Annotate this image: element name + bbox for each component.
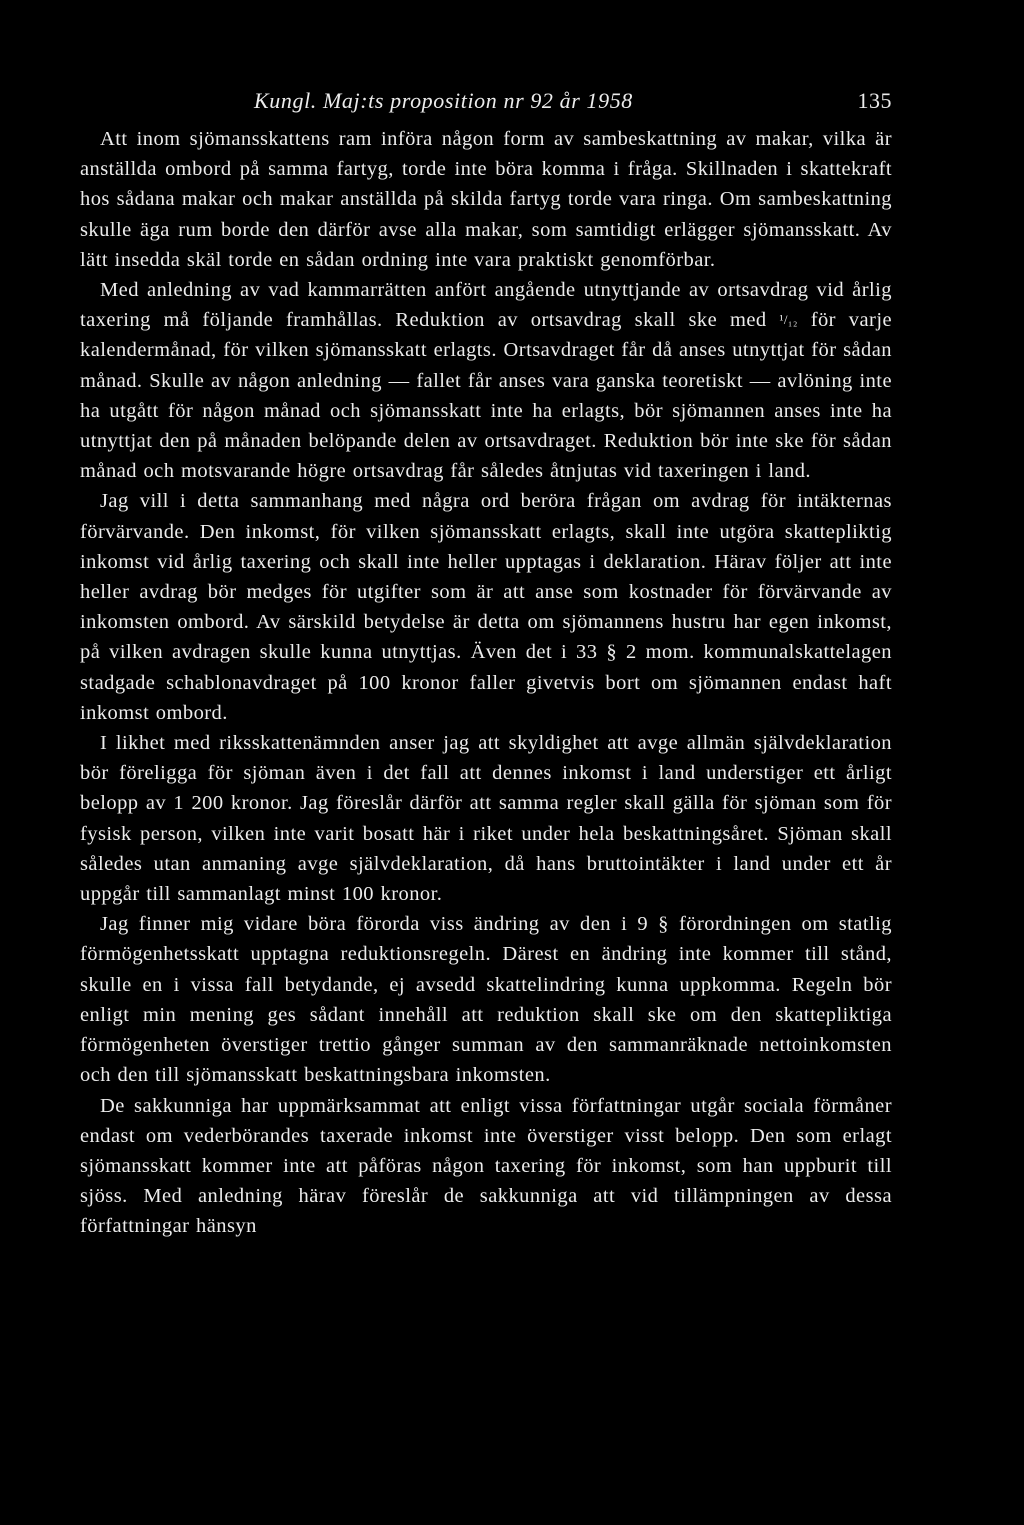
page-number: 135 xyxy=(857,88,892,113)
paragraph-4: I likhet med riksskattenämnden anser jag att skyldighet att avge allmän självdeklaration bör föreligga för sjöman även i det fall att dennes inkomst i land understiger ett årligt belopp av 1 200 kronor. Jag föreslår därför att samma regler skall gälla för sjöman som för fysisk person, vilken inte varit bosatt här i riket under hela beskattningsåret. Sjöman skall således utan anmaning avge självdeklaration, då hans bruttointäkter i land under ett år uppgår till sammanlagt minst 100 kronor. xyxy=(80,732,892,906)
paragraph-2 xyxy=(80,275,892,486)
body-text xyxy=(80,124,892,1242)
paragraph-3: Jag vill i detta sammanhang med några ord beröra frågan om avdrag för intäkternas förvärvande. Den inkomst, för vilken sjömansskatt erlagts, skall inte utgöra skattepliktig inkomst vid årlig taxering och skall inte heller upptagas i deklaration. Härav följer att inte heller avdrag bör medges för utgifter som är att anse som kostnader för förvärvande av inkomsten ombord. Av särskild betydelse är detta om sjömannens hustru har egen inkomst, på vilken avdragen skulle kunna utnyttjas. Även det i 33 § 2 mom. kommunalskattelagen stadgade schablonavdraget på 100 kronor faller givetvis bort om sjömannen endast haft inkomst ombord. xyxy=(80,490,892,724)
fraction-one-twelfth: ¹/₁₂ xyxy=(779,312,798,328)
paragraph-2-text-after: för varje kalendermånad, för vilken sjömansskatt erlagts. Ortsavdraget får då anses utnyttjat för sådan månad. Skulle av någon anledning — fallet får anses vara ganska teoretiskt — avlöning inte ha utgått för någon månad och sjömansskatt inte ha erlagts, bör sjömannen anses inte ha utnyttjat den på månaden belöpande delen av ortsavdraget. Reduktion bör inte ske för sådan månad och motsvarande högre ortsavdrag får således åtnjutas vid taxeringen i land. xyxy=(80,309,893,483)
page-header xyxy=(80,88,892,118)
running-title: Kungl. Maj:ts proposition nr 92 år 1958 xyxy=(254,88,633,113)
paragraph-2-text-before: Med anledning av vad kammarrätten anfört angående utnyttjande av ortsavdrag vid årlig taxering må följande framhållas. Reduktion av ortsavdrag skall ske med xyxy=(80,279,892,332)
paragraph-1: Att inom sjömansskattens ram införa någon form av sambeskattning av makar, vilka är anställda ombord på samma fartyg, torde inte böra komma i fråga. Skillnaden i skattekraft hos sådana makar och makar anställda på skilda fartyg torde vara ringa. Om sambeskattning skulle äga rum borde den därför avse alla makar, som samtidigt erlägger sjömansskatt. Av lätt insedda skäl torde en sådan ordning inte vara praktiskt genomförbar. xyxy=(80,128,892,271)
paragraph-6: De sakkunniga har uppmärksammat att enligt vissa författningar utgår sociala förmåner endast om vederbörandes taxerade inkomst inte överstiger visst belopp. Den som erlagt sjömansskatt kommer inte att påföras någon taxering för inkomst, som han uppburit till sjöss. Med anledning härav föreslår de sakkunniga att vid tillämpningen av dessa författningar hänsyn xyxy=(80,1094,892,1238)
paragraph-5: Jag finner mig vidare böra förorda viss ändring av den i 9 § förordningen om statlig förmögenhetsskatt upptagna reduktionsregeln. Därest en ändring inte kommer till stånd, skulle en i vissa fall betydande, ej avsedd skattelindring kunna uppkomma. Regeln bör enligt min mening ges sådant innehåll att reduktion skall ske om den skattepliktiga förmögenheten överstiger trettio gånger summan av den sammanräknade nettoinkomsten och den till sjömansskatt beskattningsbara inkomsten. xyxy=(80,913,892,1087)
